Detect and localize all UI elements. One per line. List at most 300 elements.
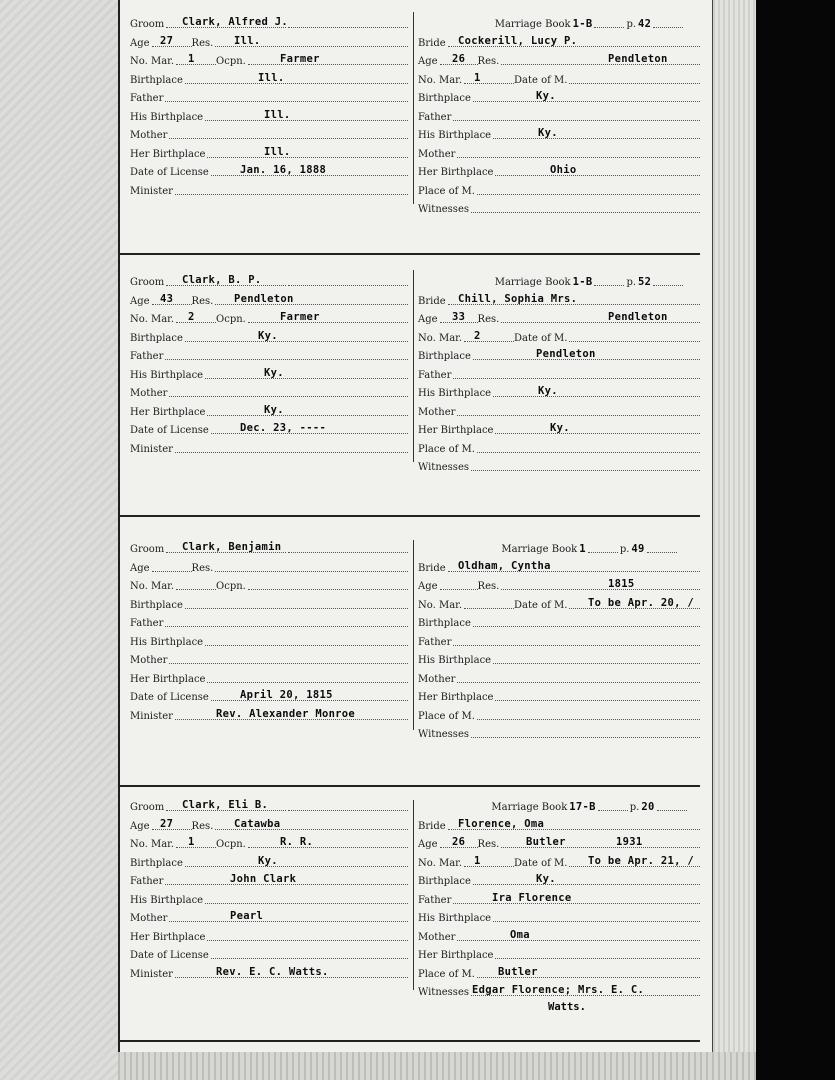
groom-mother-birthplace: Ill. [264, 145, 291, 158]
bride-age: 26 [452, 836, 466, 848]
bride-father-birthplace: Ky. [538, 385, 558, 397]
field-label: No. Mar. [130, 56, 175, 67]
field-label: Witnesses [418, 729, 469, 740]
witnesses: Edgar Florence; Mrs. E. C. [472, 984, 645, 996]
field-label: Her Birthplace [418, 950, 494, 961]
field-row [130, 160, 408, 178]
field-row [418, 179, 700, 197]
field-label: Date of License [130, 425, 209, 436]
field-label: Age [130, 37, 150, 49]
field-row [130, 31, 408, 49]
dotted-line [185, 79, 408, 84]
bride-residence: Butler [526, 836, 566, 848]
dotted-line [175, 190, 408, 195]
minister-name: Rev. Alexander Monroe [216, 707, 356, 720]
field-row [130, 179, 408, 197]
dotted-line [471, 733, 700, 738]
field-row [130, 667, 408, 685]
groom-age: 27 [160, 34, 174, 47]
field-row [130, 418, 408, 436]
field-row [418, 123, 700, 141]
field-row [418, 685, 700, 703]
field-row [418, 160, 700, 178]
field-row [130, 400, 408, 418]
field-row [418, 105, 700, 123]
field-row [418, 307, 700, 325]
field-row [418, 869, 700, 887]
field-label: Birthplace [418, 93, 471, 104]
record-divider [120, 253, 700, 255]
bride-birthplace: Pendleton [536, 348, 596, 360]
dotted-line [211, 954, 408, 959]
field-row [130, 795, 408, 813]
dotted-line [169, 659, 408, 664]
groom-occupation: Farmer [280, 53, 320, 65]
field-label: Age [418, 581, 438, 592]
field-row [130, 537, 408, 555]
field-row [418, 722, 700, 740]
field-label: Father [418, 111, 452, 123]
field-label: Father [418, 369, 452, 381]
field-row [130, 648, 408, 666]
field-label: Bride [418, 820, 446, 832]
dotted-line [493, 917, 700, 922]
field-label: Her Birthplace [418, 425, 494, 436]
groom-age: 43 [160, 292, 174, 305]
field-label: Date of License [130, 167, 209, 178]
field-row [130, 270, 408, 288]
marriage-book-reference [418, 795, 700, 813]
dotted-line [495, 696, 700, 701]
dotted-line [588, 548, 618, 553]
dotted-line [165, 97, 408, 102]
field-label: p. [629, 802, 640, 813]
marriage-book-number: 1 [579, 543, 586, 555]
dotted-line [471, 466, 700, 471]
field-label: Ocpn. [216, 314, 246, 325]
dotted-line [594, 281, 624, 286]
field-label: Res. [191, 37, 214, 49]
field-label: Bride [418, 295, 446, 307]
field-label: Birthplace [418, 618, 471, 629]
dotted-line [569, 337, 700, 342]
bride-age: 33 [452, 311, 466, 323]
field-label: Res. [477, 581, 500, 592]
field-row [130, 943, 408, 961]
dotted-line [453, 374, 700, 379]
field-row [130, 630, 408, 648]
field-label: His Birthplace [418, 130, 492, 141]
dotted-line [457, 936, 700, 941]
dotted-line [501, 318, 700, 323]
field-row [418, 326, 700, 344]
field-label: Father [130, 618, 164, 629]
dotted-line [165, 622, 408, 627]
bride-marriage-number: 1 [474, 854, 481, 867]
field-row [418, 888, 700, 906]
bride-mother-birthplace: Ohio [550, 164, 577, 176]
bride-name: Florence, Oma [458, 817, 545, 830]
field-row [130, 12, 408, 30]
field-row [418, 980, 700, 998]
field-label: Marriage Book [491, 802, 568, 813]
field-row [130, 611, 408, 629]
field-row [130, 86, 408, 104]
field-row [130, 962, 408, 980]
field-row [130, 326, 408, 344]
field-label: His Birthplace [130, 111, 204, 123]
field-row [418, 611, 700, 629]
field-label: Mother [130, 130, 168, 141]
field-row [130, 869, 408, 887]
dotted-line [176, 60, 216, 65]
field-row [418, 49, 700, 67]
marriage-book-number: 17-B [569, 801, 596, 813]
field-row [130, 307, 408, 325]
field-label: Father [418, 636, 452, 648]
record-divider [120, 1040, 700, 1042]
marriage-book-page: 42 [638, 18, 652, 30]
dotted-line [185, 862, 408, 867]
field-row [130, 123, 408, 141]
field-label: Age [418, 839, 438, 850]
field-label: Birthplace [418, 351, 471, 362]
bride-father-birthplace: Ky. [538, 127, 558, 139]
dotted-line [207, 153, 408, 158]
field-label: Marriage Book [494, 277, 571, 288]
field-row [418, 197, 700, 215]
dotted-line [477, 190, 700, 195]
dotted-line [473, 622, 700, 627]
groom-name: Clark, Benjamin [182, 541, 282, 553]
dotted-line [457, 153, 700, 158]
bride-marriage-number: 2 [474, 329, 481, 342]
dotted-line [501, 585, 700, 590]
field-label: Date of M. [514, 332, 568, 344]
groom-residence: Ill. [234, 34, 261, 47]
record-divider [120, 515, 700, 517]
field-label: Mother [418, 148, 456, 160]
groom-mother: Pearl [230, 910, 264, 922]
field-row [418, 832, 700, 850]
field-label: Mother [418, 406, 456, 418]
field-label: Groom [130, 19, 165, 30]
field-label: His Birthplace [418, 913, 492, 924]
groom-name: Clark, Eli B. [182, 799, 269, 811]
dotted-line [248, 318, 408, 323]
groom-occupation: R. R. [280, 836, 314, 848]
minister-name: Rev. E. C. Watts. [216, 965, 329, 978]
marriage-date: To be Apr. 20, / [588, 596, 694, 609]
dotted-line [205, 374, 408, 379]
field-row [130, 888, 408, 906]
groom-father: John Clark [230, 873, 297, 885]
field-label: No. Mar. [418, 857, 463, 869]
dotted-line [473, 97, 700, 102]
field-label: Marriage Book [494, 19, 571, 30]
field-label: Mother [130, 913, 168, 924]
bride-residence-year: 1931 [616, 836, 643, 848]
dotted-line [647, 548, 677, 553]
field-row [130, 344, 408, 362]
field-label: Birthplace [130, 857, 183, 869]
field-label: Witnesses [418, 462, 469, 473]
field-label: Res. [477, 56, 500, 67]
dotted-line [165, 355, 408, 360]
field-label: Place of M. [418, 968, 475, 980]
dotted-line [169, 134, 408, 139]
field-row [418, 704, 700, 722]
field-label: Date of M. [514, 74, 568, 86]
bride-residence: Pendleton [608, 53, 668, 65]
field-row [418, 593, 700, 611]
field-label: Age [130, 295, 150, 307]
dotted-line [471, 208, 700, 213]
field-label: Ocpn. [216, 56, 246, 67]
bride-mother: Oma [510, 928, 530, 941]
dotted-line [176, 843, 216, 848]
dotted-line [477, 715, 700, 720]
field-row [130, 814, 408, 832]
field-label: Bride [418, 562, 446, 574]
field-label: Her Birthplace [130, 148, 206, 160]
field-row [130, 593, 408, 611]
field-label: Witnesses [418, 987, 469, 998]
field-row [418, 851, 700, 869]
field-label: His Birthplace [130, 636, 204, 648]
field-label: Date of License [130, 950, 209, 961]
field-row [130, 685, 408, 703]
groom-father-birthplace: Ky. [264, 366, 284, 379]
field-label: Her Birthplace [418, 167, 494, 178]
field-label: Her Birthplace [418, 692, 494, 703]
field-label: No. Mar. [418, 74, 463, 86]
field-label: Witnesses [418, 204, 469, 215]
bride-father: Ira Florence [492, 891, 572, 904]
field-row [418, 814, 700, 832]
field-row [418, 943, 700, 961]
bride-name: Chill, Sophia Mrs. [458, 292, 578, 305]
field-row [130, 832, 408, 850]
field-label: Place of M. [418, 443, 475, 455]
scan-black-border [756, 0, 835, 1080]
dotted-line [288, 806, 408, 811]
dotted-line [457, 678, 700, 683]
field-label: His Birthplace [130, 369, 204, 381]
marriage-record [130, 270, 700, 473]
bride-name: Oldham, Cyntha [458, 559, 551, 572]
field-row [418, 363, 700, 381]
dotted-line [653, 23, 683, 28]
field-label: Ocpn. [216, 581, 246, 592]
field-row [418, 925, 700, 943]
marriage-book-reference [418, 270, 700, 288]
field-row [418, 455, 700, 473]
field-label: Groom [130, 544, 165, 555]
dotted-line [205, 641, 408, 646]
field-row [130, 437, 408, 455]
field-label: Age [418, 56, 438, 67]
field-row [130, 289, 408, 307]
license-date: April 20, 1815 [240, 689, 333, 701]
field-label: His Birthplace [418, 655, 492, 666]
bride-name: Cockerill, Lucy P. [458, 34, 578, 47]
dotted-line [169, 392, 408, 397]
bride-residence: 1815 [608, 578, 635, 590]
dotted-line [453, 116, 700, 121]
bride-birthplace: Ky. [536, 90, 556, 102]
dotted-line [464, 604, 514, 609]
marriage-book-number: 1-B [572, 276, 593, 288]
scan-left-margin [0, 0, 118, 1080]
field-label: Birthplace [130, 74, 183, 86]
field-row [130, 68, 408, 86]
field-label: Her Birthplace [130, 931, 206, 943]
field-row [418, 437, 700, 455]
field-label: p. [626, 277, 637, 288]
field-label: Her Birthplace [130, 673, 206, 685]
dotted-line [205, 899, 408, 904]
field-row [418, 289, 700, 307]
field-row [418, 630, 700, 648]
marriage-book-number: 1-B [572, 18, 593, 30]
record-divider [120, 785, 700, 787]
dotted-line [176, 318, 216, 323]
groom-birthplace: Ky. [258, 329, 278, 342]
field-label: Res. [477, 839, 500, 850]
field-row [130, 574, 408, 592]
field-label: Age [130, 562, 150, 574]
field-label: Father [418, 894, 452, 906]
field-label: Place of M. [418, 185, 475, 197]
dotted-line [215, 567, 408, 572]
scan-right-margin [712, 0, 757, 1080]
field-label: Birthplace [130, 332, 183, 344]
field-row [418, 648, 700, 666]
field-row [130, 49, 408, 67]
field-row [130, 105, 408, 123]
license-date: Jan. 16, 1888 [240, 164, 327, 176]
field-row [418, 344, 700, 362]
field-label: Place of M. [418, 710, 475, 722]
field-label: No. Mar. [130, 581, 175, 592]
groom-occupation: Farmer [280, 311, 320, 323]
field-label: Ocpn. [216, 839, 246, 850]
groom-residence: Catawba [234, 817, 281, 830]
field-label: Mother [418, 673, 456, 685]
groom-age: 27 [160, 817, 174, 830]
scan-bottom-margin [118, 1052, 756, 1080]
dotted-line [464, 862, 514, 867]
dotted-line [453, 899, 700, 904]
bride-marriage-number: 1 [474, 71, 481, 84]
field-row [418, 381, 700, 399]
dotted-line [288, 23, 408, 28]
dotted-line [207, 678, 408, 683]
dotted-line [152, 567, 192, 572]
field-label: Father [130, 351, 164, 362]
field-row [130, 851, 408, 869]
field-label: No. Mar. [130, 314, 175, 325]
dotted-line [248, 60, 408, 65]
dotted-line [248, 585, 408, 590]
field-row [418, 86, 700, 104]
dotted-line [493, 659, 700, 664]
groom-birthplace: Ill. [258, 71, 285, 84]
field-label: Minister [130, 710, 173, 722]
witnesses-continued: Watts. [548, 1000, 586, 1013]
field-label: Father [130, 876, 164, 887]
field-label: Date of M. [514, 857, 568, 869]
bride-birthplace: Ky. [536, 873, 556, 885]
marriage-record [130, 12, 700, 215]
groom-marriage-number: 2 [188, 311, 195, 323]
bride-age: 26 [452, 53, 466, 65]
dotted-line [653, 281, 683, 286]
field-label: His Birthplace [130, 894, 204, 906]
field-row [130, 363, 408, 381]
field-row [130, 142, 408, 160]
dotted-line [457, 411, 700, 416]
dotted-line [288, 548, 408, 553]
dotted-line [598, 806, 628, 811]
dotted-line [440, 585, 478, 590]
dotted-line [175, 448, 408, 453]
field-label: Mother [130, 655, 168, 666]
dotted-line [495, 171, 700, 176]
field-label: No. Mar. [418, 599, 463, 611]
marriage-book-page: 49 [631, 543, 645, 555]
field-row [418, 142, 700, 160]
marriage-record [130, 537, 700, 740]
field-label: Marriage Book [501, 544, 578, 555]
field-row [418, 68, 700, 86]
field-row [418, 962, 700, 980]
field-label: Minister [130, 185, 173, 197]
groom-father-birthplace: Ill. [264, 108, 291, 121]
field-row [418, 906, 700, 924]
dotted-line [207, 411, 408, 416]
dotted-line [473, 880, 700, 885]
groom-birthplace: Ky. [258, 854, 278, 867]
marriage-book-page: 52 [638, 276, 652, 288]
field-label: Groom [130, 277, 165, 288]
field-label: Birthplace [418, 876, 471, 887]
dotted-line [205, 116, 408, 121]
dotted-line [185, 604, 408, 609]
groom-residence: Pendleton [234, 292, 294, 305]
field-label: Mother [130, 388, 168, 399]
field-label: Date of M. [514, 599, 568, 611]
dotted-line [464, 337, 514, 342]
dotted-line [453, 641, 700, 646]
marriage-book-page: 20 [641, 801, 655, 813]
field-label: No. Mar. [130, 839, 175, 850]
marriage-book-reference [418, 12, 700, 30]
field-label: p. [626, 19, 637, 30]
groom-marriage-number: 1 [188, 53, 195, 65]
field-row [130, 556, 408, 574]
field-label: Her Birthplace [130, 406, 206, 418]
field-label: Res. [191, 562, 214, 574]
field-label: Res. [191, 820, 214, 832]
field-label: Groom [130, 802, 165, 813]
dotted-line [495, 429, 700, 434]
dotted-line [493, 134, 700, 139]
field-label: No. Mar. [418, 332, 463, 344]
dotted-line [657, 806, 687, 811]
dotted-line [176, 585, 216, 590]
